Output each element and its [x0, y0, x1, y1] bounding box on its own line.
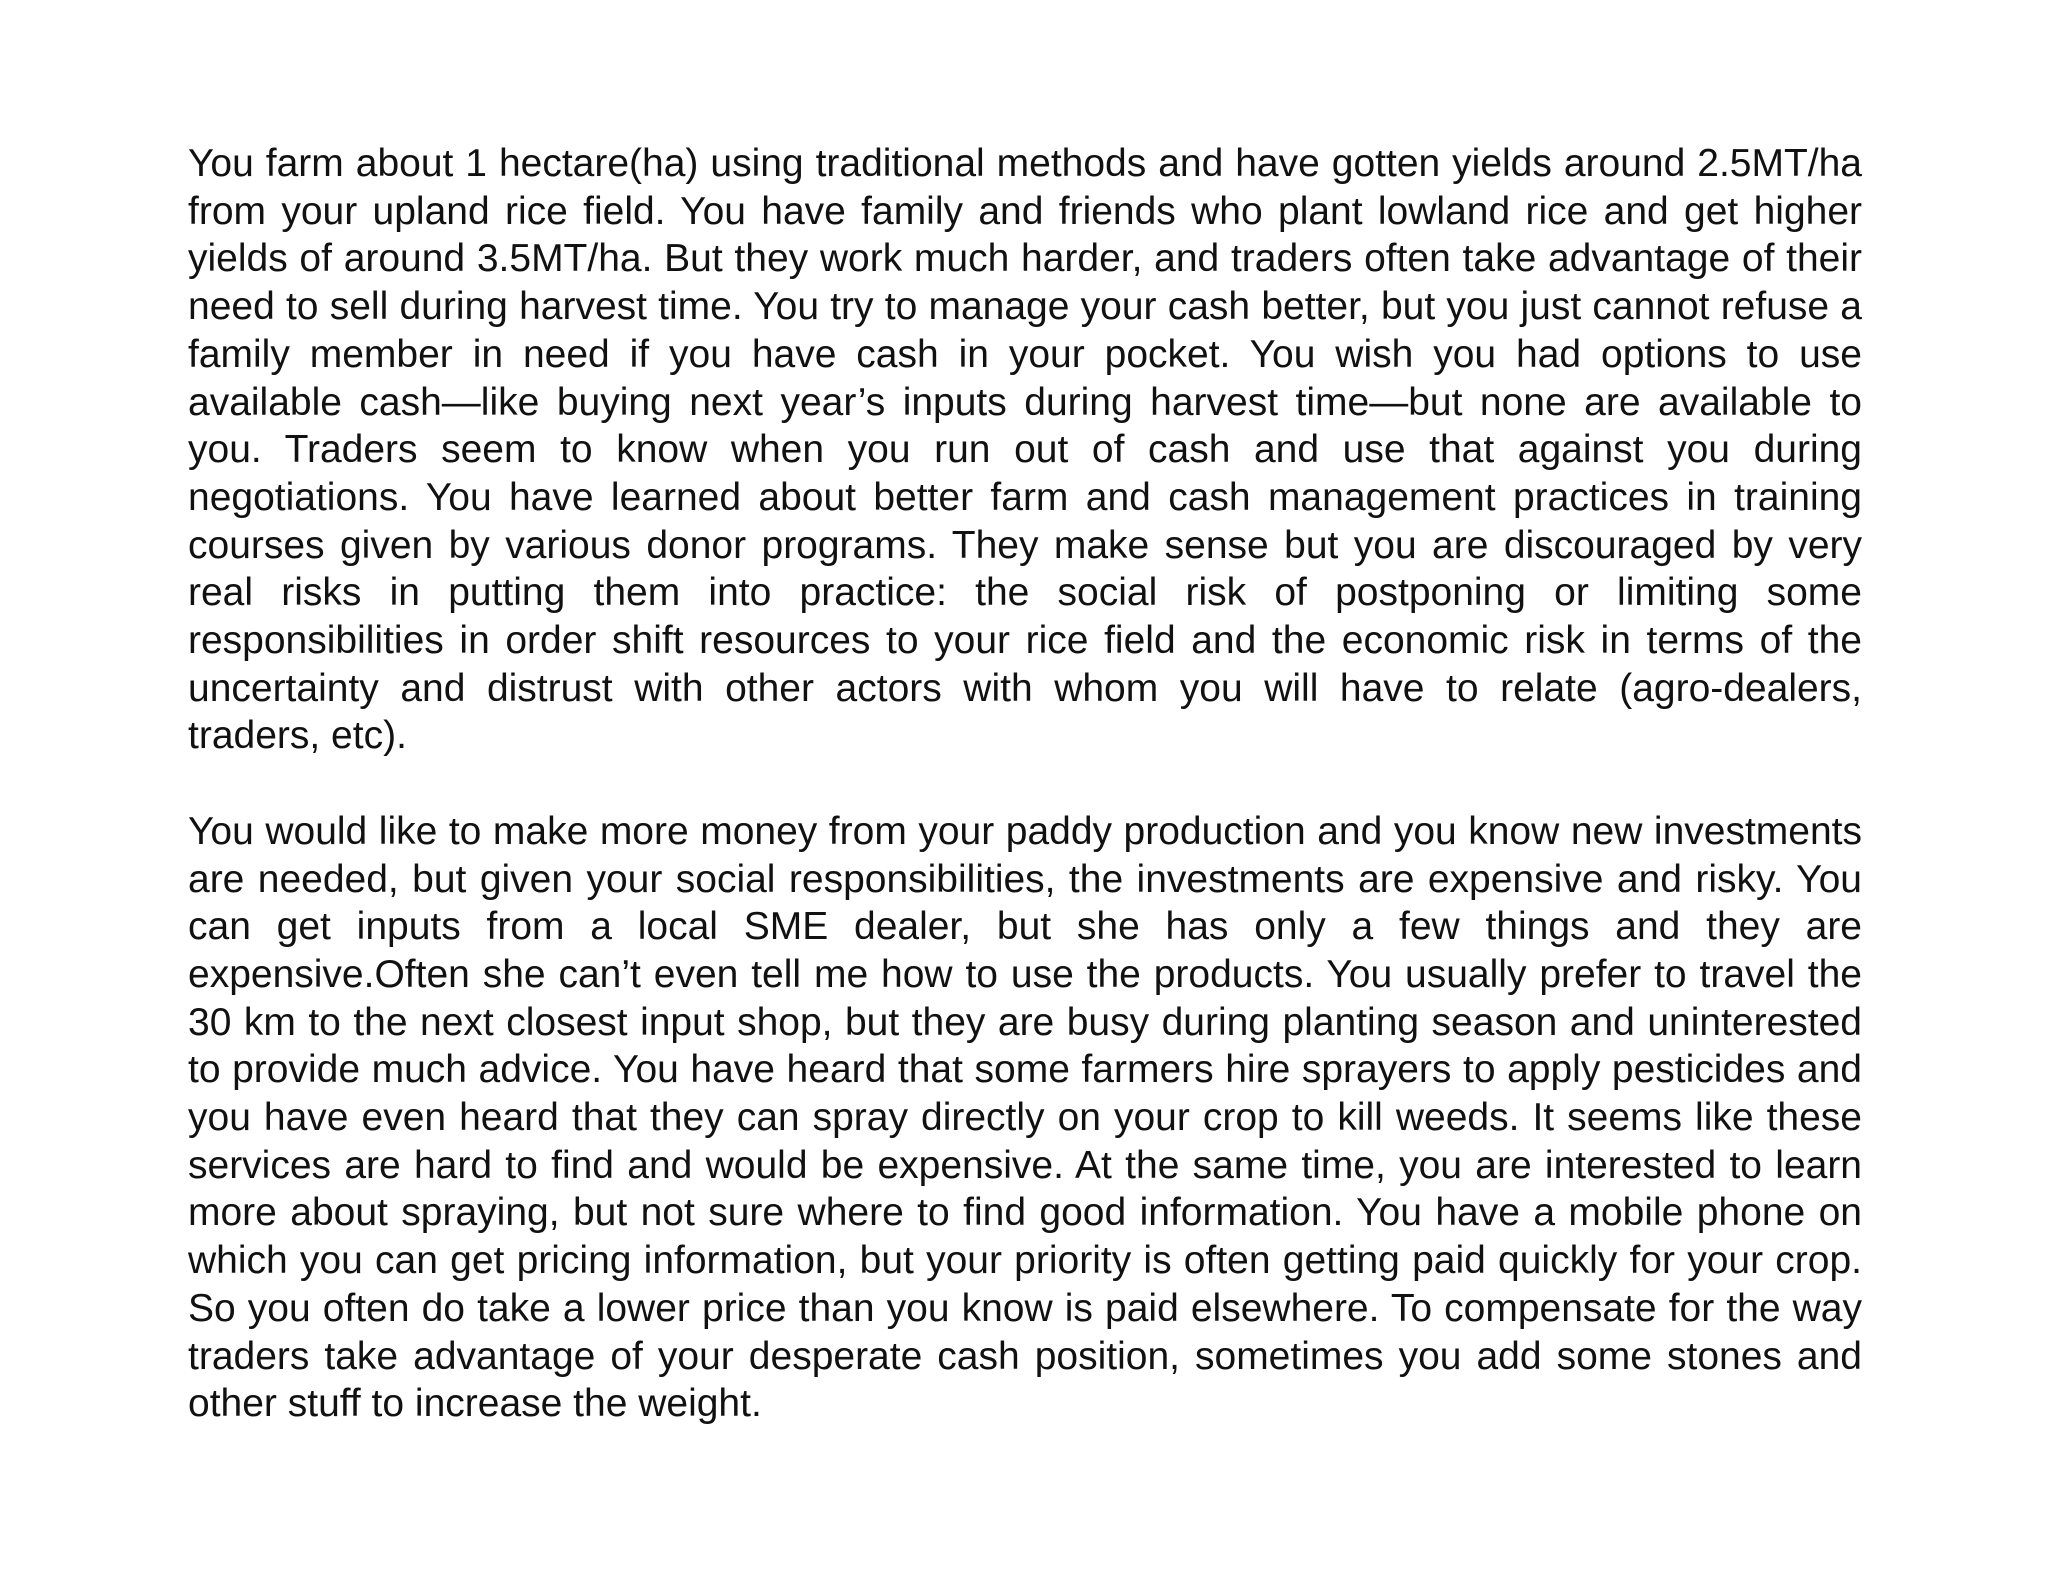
paragraph-1: You farm about 1 hectare(ha) using traditional methods and have gotten yields around 2.5MT/ha from your upland rice field. You have family and friends who plant lowland rice and get higher yields of around 3.5MT/ha. But they work much harder, and traders often take advantage of their need to sell during harvest time. You try to manage your cash better, but you just cannot refuse a family member in need if you have cash in your pocket. You wish you had options to use available cash—like buying next year’s inputs during harvest time—but none are available to you. Traders seem to know when you run out of cash and use that against you during negotiations. You have learned about better farm and cash management practices in training courses given by various donor programs. They make sense but you are discouraged by very real risks in putting them into practice: the social risk of postponing or limiting some responsibilities in order shift resources to your rice field and the economic risk in terms of the uncertainty and distrust with other actors with whom you will have to relate (agro-dealers, traders, etc). [188, 142, 1862, 758]
paragraph-2: You would like to make more money from your paddy production and you know new investments are needed, but given your social responsibilities, the investments are expensive and risky. You can get inputs from a local SME dealer, but she has only a few things and they are expensive.Often she can’t even tell me how to use the products. You usually prefer to travel the 30 km to the next closest input shop, but they are busy during planting season and uninterested to provide much advice. You have heard that some farmers hire sprayers to apply pesticides and you have even heard that they can spray directly on your crop to kill weeds. It seems like these services are hard to find and would be expensive. At the same time, you are interested to learn more about spraying, but not sure where to find good information. You have a mobile phone on which you can get pricing information, but your priority is often getting paid quickly for your crop. So you often do take a lower price than you know is paid elsewhere. To compensate for the way traders take advantage of your desperate cash position, sometimes you add some stones and other stuff to increase the weight. [188, 809, 1862, 1426]
document-body [188, 140, 1862, 1428]
